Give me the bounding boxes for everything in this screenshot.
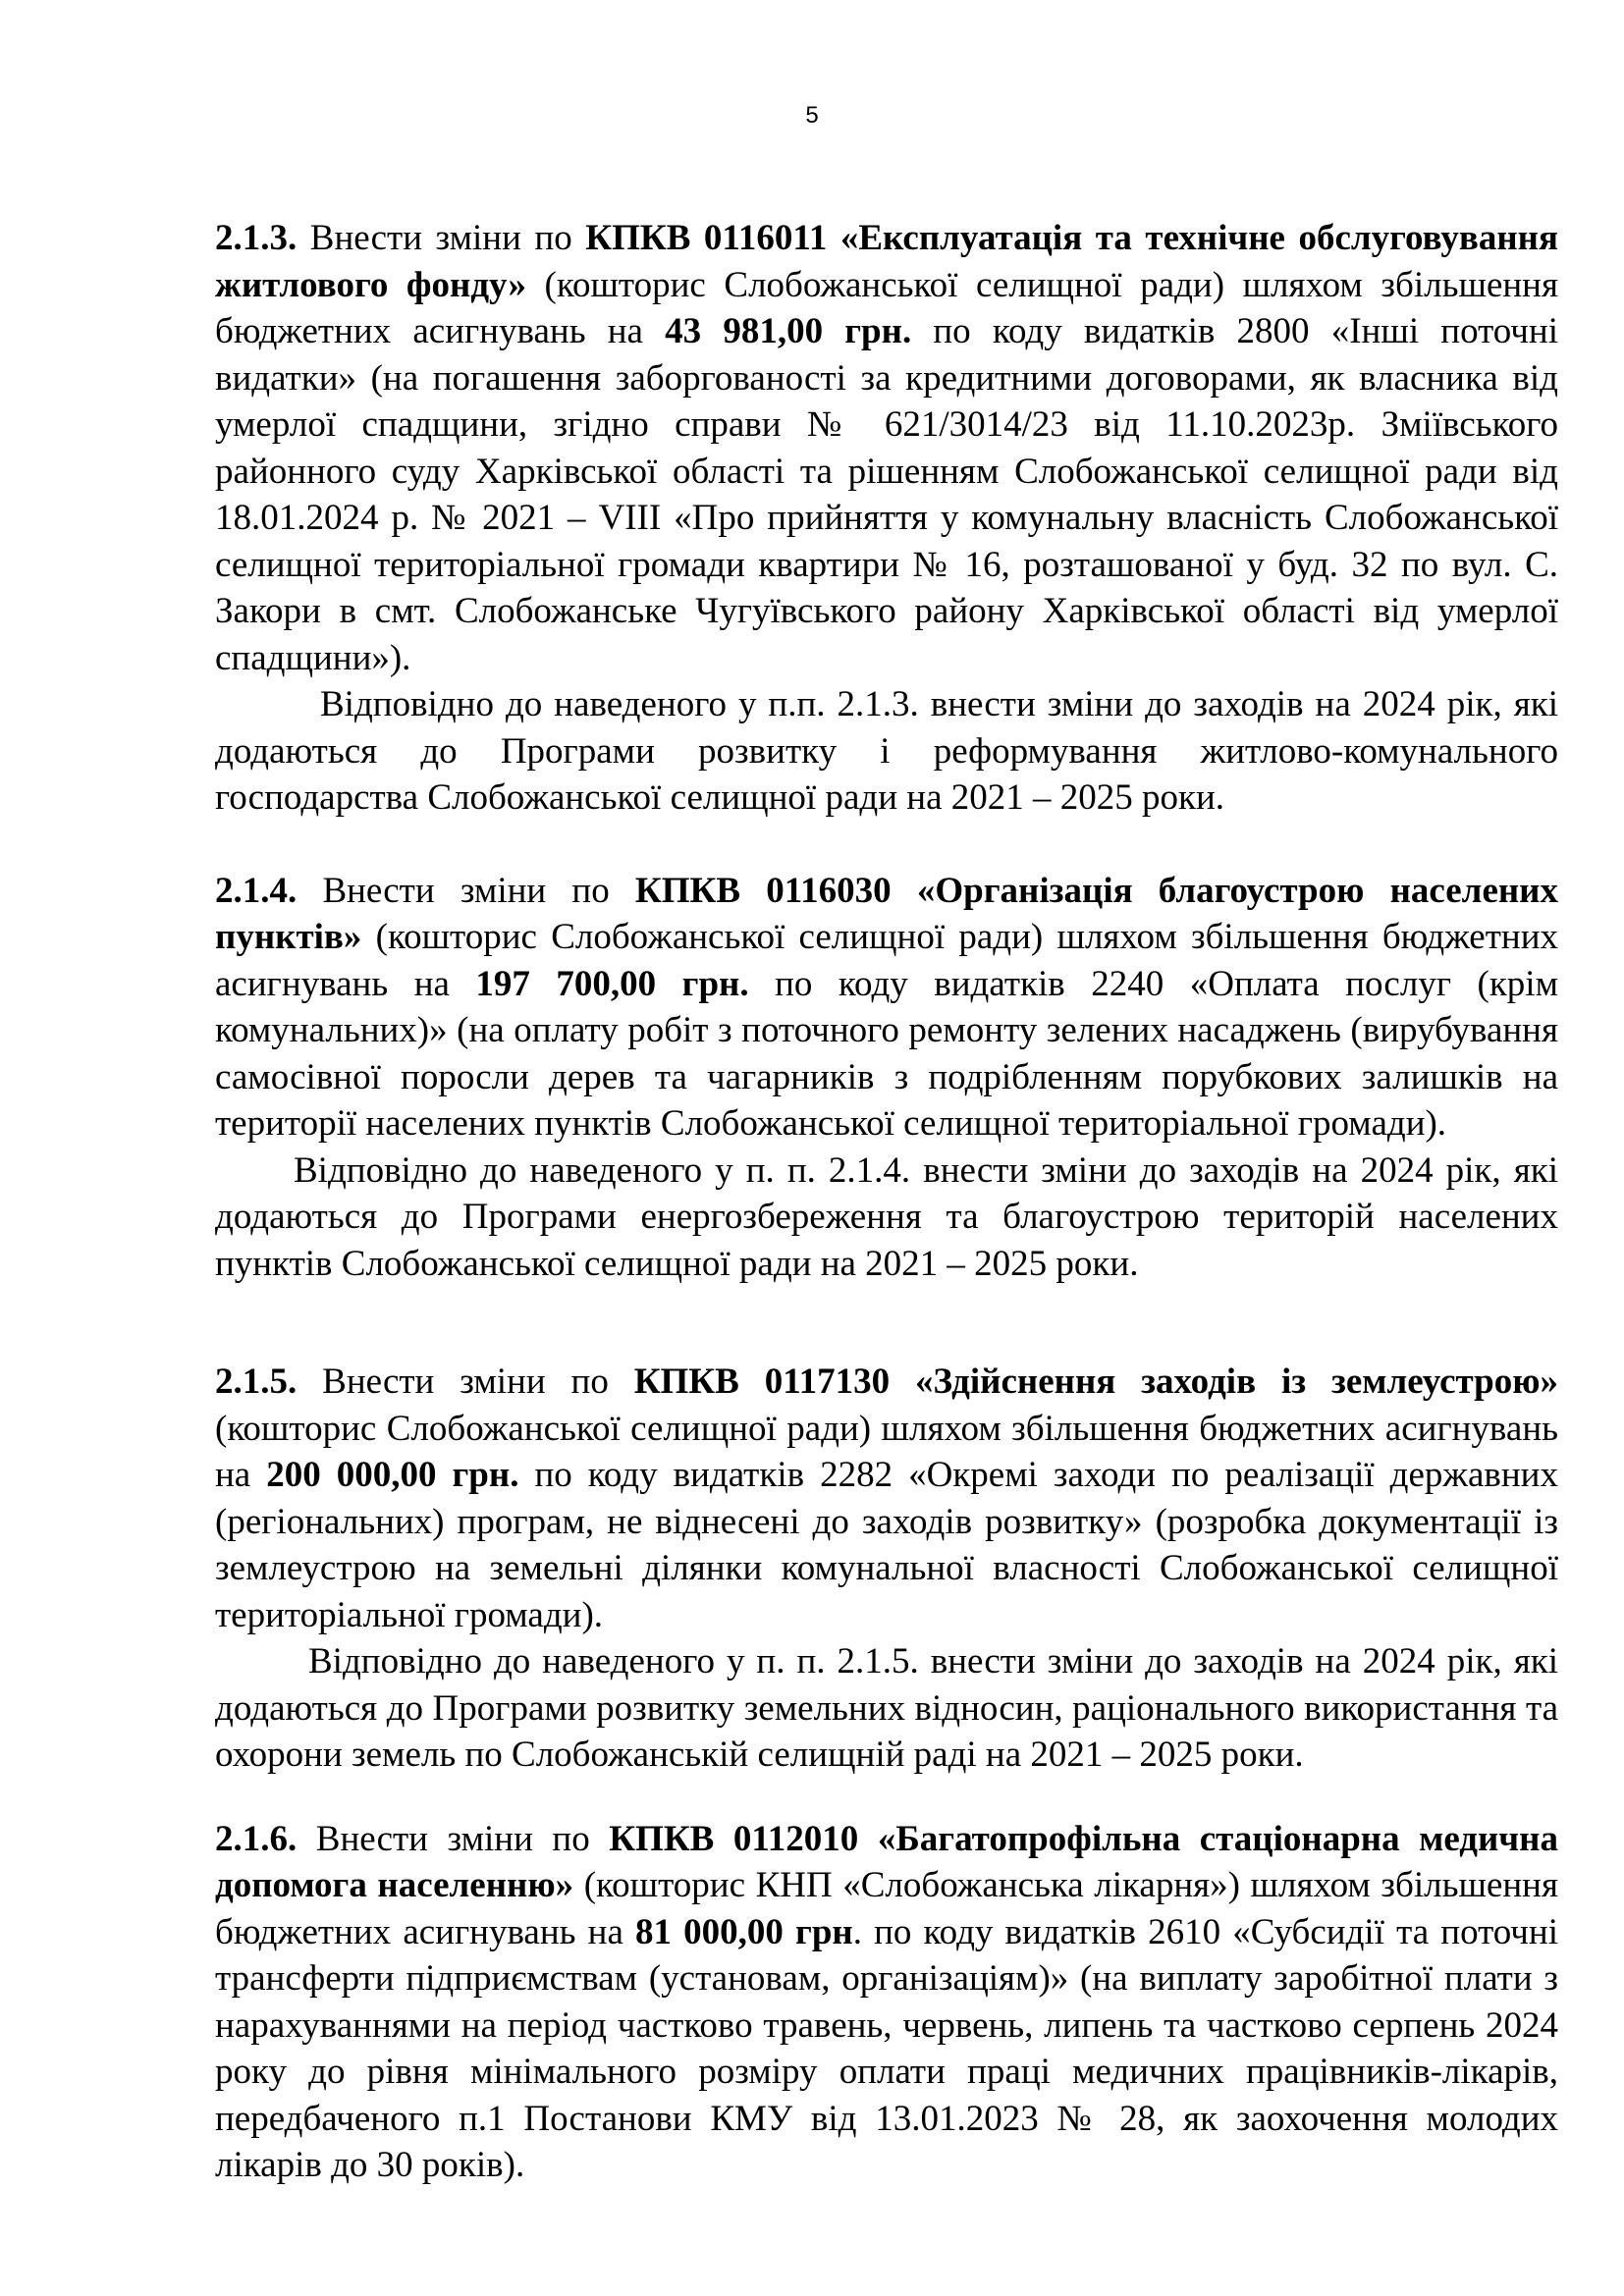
kpkv-title: КПКВ 0117130 «Здійснення заходів із землеустрою» [633,1362,1558,1402]
kpkv-title: КПКВ 0116030 «Організація благоустрою населених пунктів» [215,870,1558,957]
kpkv-title: КПКВ 0112010 «Багатопрофільна стаціонарна медична допомога населенню» [215,1818,1558,1905]
item-number: 2.1.4. [215,870,298,911]
paragraph-2-1-6: 2.1.6. Внести зміни по КПКВ 0112010 «Багатопрофільна стаціонарна медична допомога населенню» (кошторис КНП «Слобожанська лікарня») шляхом збільшення бюджетних асигнувань на 81 000,00 грн. по коду видатків 2610 «Субсидії та поточні трансферти підприємствам (установам, організаціям)» (на виплату заробітної плати з нарахуваннями на період частково травень, червень, липень та частково серпень 2024 року до рівня мінімального розміру оплати праці медичних працівників-лікарів, передбаченого п.1 Постанови КМУ від 13.01.2023 № 28, як заохочення молодих лікарів до 30 років). [215,1818,1558,2185]
paragraph-2-1-5: 2.1.5. Внести зміни по КПКВ 0117130 «Здійснення заходів із землеустрою» (кошторис Слобожанської селищної ради) шляхом збільшення бюджетних асигнувань на 200 000,00 грн. по коду видатків 2282 «Окремі заходи по реалізації державних (регіональних) програм, не віднесені до заходів розвитку» (розробка документації із землеустрою на земельні ділянки комунальної власності Слобожанської селищної територіальної громади). [215,1362,1558,1635]
amount: 200 000,00 грн. [266,1455,519,1495]
section-2-1-5 [215,1359,1558,1779]
paragraph-2-1-4: 2.1.4. Внести зміни по КПКВ 0116030 «Організація благоустрою населених пунктів» (кошторис Слобожанської селищної ради) шляхом збільшення бюджетних асигнувань на 197 700,00 грн. по коду видатків 2240 «Оплата послуг (крім комунальних)» (на оплату робіт з поточного ремонту зелених насаджень (вирубування самосівної поросли дерев та чагарників з подрібленням порубкових залишків на території населених пунктів Слобожанської селищної територіальної громади). [215,870,1558,1144]
amount: 81 000,00 грн [635,1911,853,1952]
amount: 197 700,00 грн. [475,963,749,1004]
page-number: 5 [805,102,819,129]
section-2-1-4 [215,868,1558,1288]
item-number: 2.1.6. [215,1818,298,1859]
section-2-1-3 [215,215,1558,822]
kpkv-title: КПКВ 0116011 «Експлуатація та технічне обслуговування житлового фонду» [215,218,1558,305]
paragraph-2-1-4-program: Відповідно до наведеного у п. п. 2.1.4. внести зміни до заходів на 2024 рік, які додаються до Програми енергозбереження та благоустрою територій населених пунктів Слобожанської селищної ради на 2021 – 2025 роки. [215,1149,1558,1284]
paragraph-2-1-3-program: Відповідно до наведеного у п.п. 2.1.3. внести зміни до заходів на 2024 рік, які додаються до Програми розвитку і реформування житлово-комунального господарства Слобожанської селищної ради на 2021 – 2025 роки. [215,684,1558,818]
item-number: 2.1.3. [215,218,298,258]
document-body [215,215,1558,2189]
amount: 43 981,00 грн. [665,311,912,351]
item-number: 2.1.5. [215,1362,298,1402]
paragraph-2-1-3: 2.1.3. Внести зміни по КПКВ 0116011 «Експлуатація та технічне обслуговування житлового фонду» (кошторис Слобожанської селищної ради) шляхом збільшення бюджетних асигнувань на 43 981,00 грн. по коду видатків 2800 «Інші поточні видатки» (на погашення заборгованості за кредитними договорами, як власника від умерлої спадщини, згідно справи № 621/3014/23 від 11.10.2023р. Зміївського районного суду Харківської області та рішенням Слобожанської селищної ради від 18.01.2024 р. № 2021 – VIII «Про прийняття у комунальну власність Слобожанської селищної територіальної громади квартири № 16, розташованої у буд. 32 по вул. С. Закори в смт. Слобожанське Чугуївського району Харківської області від умерлої спадщини»). [215,218,1559,678]
paragraph-2-1-5-program: Відповідно до наведеного у п. п. 2.1.5. внести зміни до заходів на 2024 рік, які додаються до Програми розвитку земельних відносин, раціонального використання та охорони земель по Слобожанській селищній раді на 2021 – 2025 роки. [215,1641,1558,1775]
section-2-1-6 [215,1816,1558,2189]
